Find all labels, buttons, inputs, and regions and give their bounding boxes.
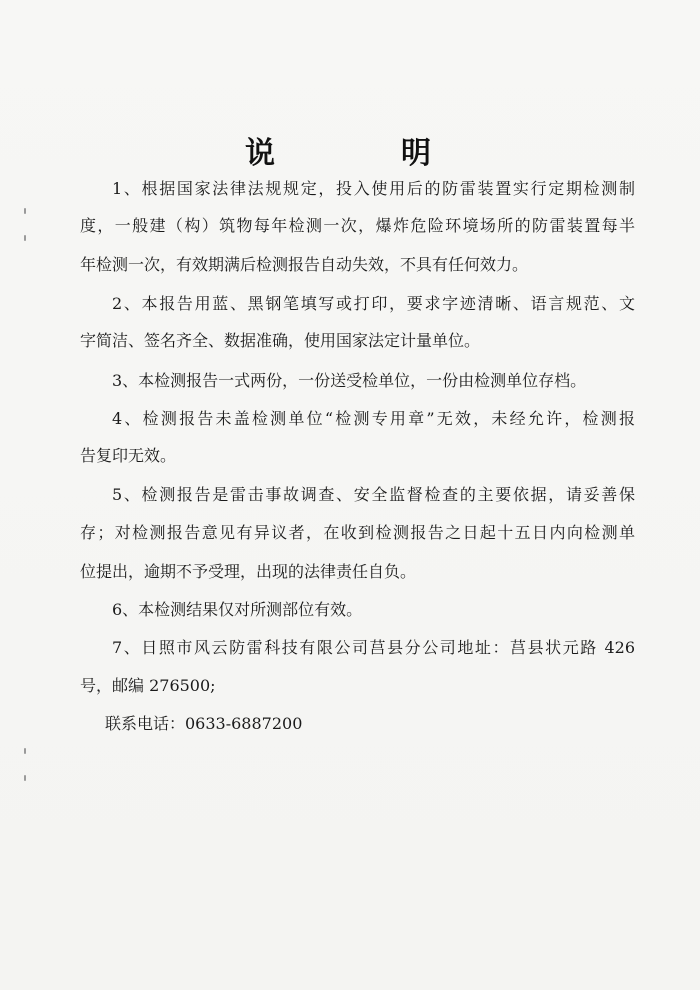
item-4-line-2: 告复印无效。 — [80, 446, 177, 465]
contact-phone: 联系电话：0633-6887200 — [105, 714, 303, 733]
item-1-line-1: 1、根据国家法律法规规定，投入使用后的防雷装置实行定期检测制 — [112, 179, 635, 198]
item-3-line-1: 3、本检测报告一式两份，一份送受检单位，一份由检测单位存档。 — [112, 371, 587, 390]
item-5-line-1: 5、检测报告是雷击事故调查、安全监督检查的主要依据，请妥善保 — [112, 485, 635, 504]
scan-mark — [24, 775, 26, 781]
scan-mark — [24, 208, 26, 214]
item-6-line-1: 6、本检测结果仅对所测部位有效。 — [112, 600, 363, 619]
item-5-line-2: 存；对检测报告意见有异议者，在收到检测报告之日起十五日内向检测单 — [80, 523, 635, 542]
item-7-line-2: 号，邮编 276500; — [80, 676, 216, 695]
item-5-line-3: 位提出，逾期不予受理，出现的法律责任自负。 — [80, 562, 417, 581]
item-4-line-1: 4、检测报告未盖检测单位“检测专用章”无效，未经允许，检测报 — [112, 409, 635, 428]
item-7-line-1: 7、日照市风云防雷科技有限公司莒县分公司地址：莒县状元路 426 — [112, 638, 635, 657]
scan-mark — [24, 748, 26, 754]
item-2-line-2: 字简洁、签名齐全、数据准确，使用国家法定计量单位。 — [80, 331, 481, 350]
page-title: 说 明 — [245, 136, 479, 171]
item-1-line-2: 度，一般建（构）筑物每年检测一次，爆炸危险环境场所的防雷装置每半 — [80, 216, 635, 235]
scan-mark — [24, 235, 26, 241]
item-2-line-1: 2、本报告用蓝、黑钢笔填写或打印，要求字迹清晰、语言规范、文 — [112, 294, 635, 313]
item-1-line-3: 年检测一次，有效期满后检测报告自动失效，不具有任何效力。 — [80, 255, 529, 274]
